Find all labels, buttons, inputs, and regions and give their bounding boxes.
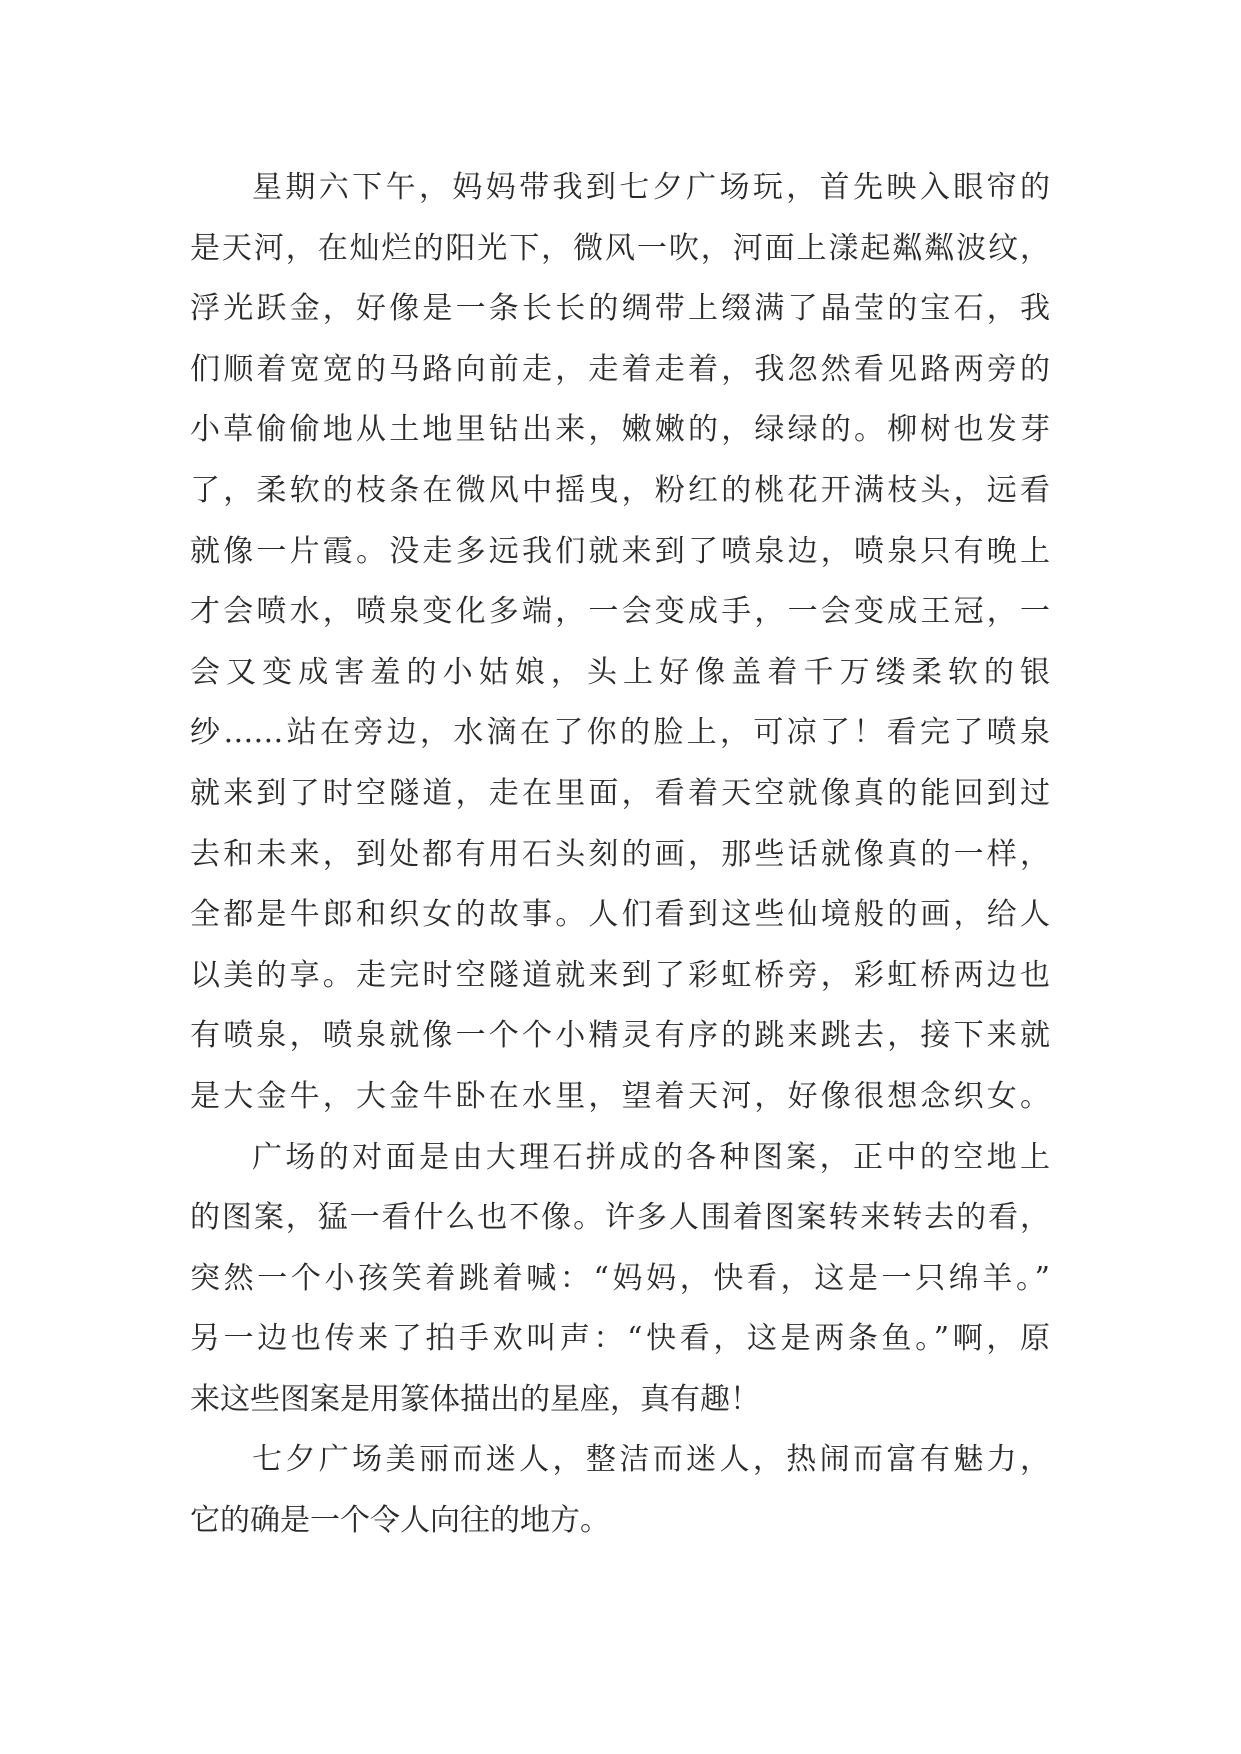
text-line: 就来到了时空隧道，走在里面，看着天空就像真的能回到过: [190, 775, 1050, 811]
text-line: 会又变成害羞的小姑娘，头上好像盖着千万缕柔软的银: [190, 654, 1050, 690]
paragraph-1: [190, 158, 1050, 1128]
text-line: 才会喷水，喷泉变化多端，一会变成手，一会变成王冠，一: [190, 594, 1050, 630]
text-line: 来这些图案是用篆体描出的星座，真有趣！: [190, 1381, 760, 1417]
text-line: 浮光跃金，好像是一条长长的绸带上缀满了晶莹的宝石，我: [190, 291, 1050, 327]
text-line: 纱……站在旁边，水滴在了你的脸上，可凉了！看完了喷泉: [190, 715, 1050, 751]
text-line: 的图案，猛一看什么也不像。许多人围着图案转来转去的看，: [190, 1200, 1050, 1236]
text-line: 就像一片霞。没走多远我们就来到了喷泉边，喷泉只有晚上: [190, 533, 1050, 569]
text-line: 七夕广场美丽而迷人，整洁而迷人，热闹而富有魅力，: [252, 1442, 1050, 1478]
text-line: 另一边也传来了拍手欢叫声：“快看，这是两条鱼。”啊，原: [190, 1321, 1050, 1357]
text-line: 广场的对面是由大理石拼成的各种图案，正中的空地上: [252, 1139, 1050, 1175]
text-line: 去和未来，到处都有用石头刻的画，那些话就像真的一样，: [190, 836, 1050, 872]
text-line: 突然一个小孩笑着跳着喊：“妈妈，快看，这是一只绵羊。”: [190, 1260, 1050, 1296]
paragraph-3: [190, 1430, 1050, 1551]
text-line: 全都是牛郎和织女的故事。人们看到这些仙境般的画，给人: [190, 897, 1050, 933]
text-line: 是大金牛，大金牛卧在水里，望着天河，好像很想念织女。: [190, 1078, 1050, 1114]
text-line: 了，柔软的枝条在微风中摇曳，粉红的桃花开满枝头，远看: [190, 472, 1050, 508]
text-line: 以美的享。走完时空隧道就来到了彩虹桥旁，彩虹桥两边也: [190, 957, 1050, 993]
text-line: 有喷泉，喷泉就像一个个小精灵有序的跳来跳去，接下来就: [190, 1018, 1050, 1054]
paragraph-2: [190, 1128, 1050, 1431]
text-line: 小草偷偷地从土地里钻出来，嫩嫩的，绿绿的。柳树也发芽: [190, 412, 1050, 448]
text-line: 星期六下午，妈妈带我到七夕广场玩，首先映入眼帘的: [252, 170, 1050, 205]
document-body: [190, 158, 1050, 1552]
text-line: 它的确是一个令人向往的地方。: [190, 1503, 610, 1539]
text-line: 们顺着宽宽的马路向前走，走着走着，我忽然看见路两旁的: [190, 351, 1050, 387]
text-line: 是天河，在灿烂的阳光下，微风一吹，河面上漾起粼粼波纹，: [190, 230, 1050, 266]
